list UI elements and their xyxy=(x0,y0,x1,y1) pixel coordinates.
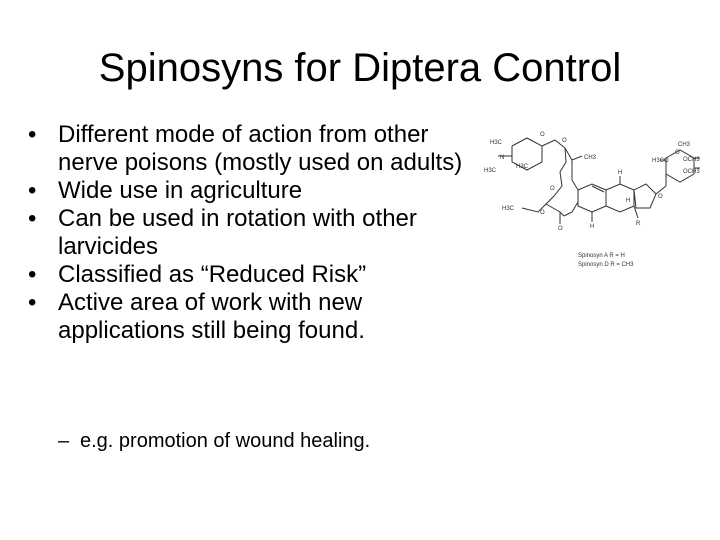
bullet-text: Different mode of action from other nerve poisons (mostly used on adults) xyxy=(58,121,463,176)
atom-label: O xyxy=(562,138,567,144)
bullet-marker: • xyxy=(28,205,37,232)
methyl-bond xyxy=(572,156,582,160)
atom-label: OCH3 xyxy=(683,157,700,163)
legend-line: Spinosyn D R = CH3 xyxy=(578,262,634,268)
atom-label: O xyxy=(540,132,545,138)
right-sugar-ring xyxy=(666,150,694,182)
bullet-list xyxy=(28,121,478,345)
glycoside-bond xyxy=(656,186,666,194)
atom-label: N xyxy=(500,155,505,161)
bullet-marker: • xyxy=(28,177,37,204)
atom-label: O xyxy=(558,226,563,232)
atom-label: H3C xyxy=(516,164,529,170)
atom-label: H xyxy=(618,170,623,176)
sub-bullet-text: e.g. promotion of wound healing. xyxy=(80,430,371,452)
bullet-text: Active area of work with new applications still being found. xyxy=(58,289,365,344)
glycoside-bond xyxy=(542,140,555,146)
slide-title: Spinosyns for Diptera Control xyxy=(98,46,622,90)
molecule-labels xyxy=(484,132,700,268)
atom-label: H xyxy=(590,224,595,230)
atom-label: CH3 xyxy=(678,142,691,148)
bullet-marker: • xyxy=(28,121,37,148)
atom-label: H xyxy=(626,198,631,204)
atom-label: H3C xyxy=(502,206,515,212)
atom-label: O xyxy=(550,186,555,192)
sub-bullet-marker: – xyxy=(58,430,70,452)
core-ring-c xyxy=(634,184,656,208)
bullet-item xyxy=(28,205,478,261)
molecule-bonds xyxy=(498,138,700,224)
sub-bullet xyxy=(58,429,370,453)
atom-label: H3CO xyxy=(652,158,669,164)
legend-line: Spinosyn A R = H xyxy=(578,253,625,259)
atom-label: O xyxy=(540,210,545,216)
bullet-item xyxy=(28,289,478,345)
atom-label: O xyxy=(658,194,663,200)
bullet-marker: • xyxy=(28,289,37,316)
spinosyn-structure-diagram xyxy=(480,128,705,278)
atom-label: R xyxy=(636,221,641,227)
bullet-text: Wide use in agriculture xyxy=(58,177,303,204)
bullet-item xyxy=(28,177,478,205)
atom-label: H3C xyxy=(490,140,503,146)
atom-label: H3C xyxy=(484,168,497,174)
bullet-item xyxy=(28,261,478,289)
bullet-marker: • xyxy=(28,261,37,288)
macrolide-left-chain xyxy=(522,148,566,212)
bullet-text: Classified as “Reduced Risk” xyxy=(58,261,367,288)
atom-label: OCH3 xyxy=(683,169,700,175)
lactone-bond xyxy=(546,204,564,216)
bullet-text: Can be used in rotation with other larvicides xyxy=(58,205,417,260)
bullet-item xyxy=(28,121,478,177)
atom-label: CH3 xyxy=(584,155,597,161)
atom-label: O xyxy=(675,150,680,156)
core-ring-a xyxy=(578,184,606,212)
